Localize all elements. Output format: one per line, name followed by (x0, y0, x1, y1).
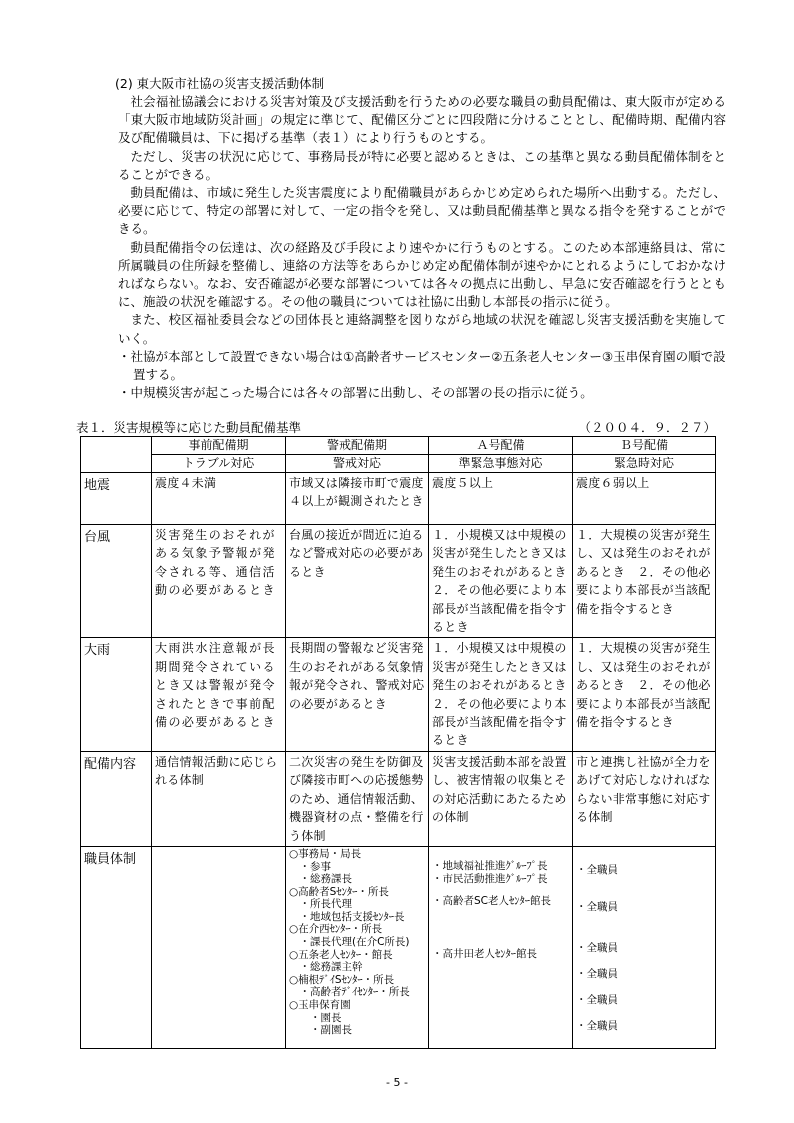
spacer (432, 908, 569, 948)
staff-item: ○事務局・局長 (289, 847, 362, 860)
table-row (81, 525, 716, 638)
table-row (81, 638, 716, 751)
staff-item: ○玉串保育園 (289, 999, 351, 1012)
table-date: （２００４．９．２７） (578, 420, 716, 435)
table-header-row (81, 437, 716, 455)
row-label: 配備内容 (81, 751, 152, 846)
staff-item: ・総務課長 (289, 873, 352, 886)
table-cell: １．大規模の災害が発生し、又は発生のおそれがあるとき ２．その他必要により本部長が当該配備を指令するとき (573, 525, 716, 638)
table-cell: 通信情報活動に応じられる体制 (152, 751, 286, 846)
table-cell: １．小規模又は中規模の災害が発生したとき又は発生のおそれがあるとき ２．その他必要により本部長が当該配備を指令するとき (429, 525, 573, 638)
table-cell: １．小規模又は中規模の災害が発生したとき又は発生のおそれがあるとき ２．その他必要により本部長が当該配備を指令するとき (429, 638, 573, 751)
staff-item: ○在介西ｾﾝﾀｰ・所長 (289, 923, 383, 936)
staff-list-a (432, 848, 569, 960)
paragraph: 社会福祉協議会における災害対策及び支援活動を行うための必要な職員の動員配備は、東大阪市が定める「東大阪市地域防災計画」の規定に準じて、配備区分ごとに四段階に分けることとし、配備時期、配備内容及び配備職員は、下に掲げる基準（表１）により行うものとする。 (118, 94, 726, 146)
staff-item: ○五条老人ｾﾝﾀｰ・館長 (289, 948, 393, 961)
row-label: 台風 (81, 525, 152, 638)
page-number: - 5 - (386, 1076, 408, 1089)
column-subheader: トラブル対応 (152, 455, 286, 473)
paragraph: ただし、災害の状況に応じて、事務局長が特に必要と認めるときは、この基準と異なる動員配備体制をとることができる。 (118, 148, 726, 182)
table-row (81, 846, 716, 1048)
staff-item: ・地域福祉推進ｸﾞﾙｰﾌﾟ長 (432, 859, 548, 872)
table-cell: 災害支援活動本部を設置し、被害情報の収集とその対応活動にあたるための体制 (429, 751, 573, 846)
spacer (432, 885, 569, 895)
row-label: 職員体制 (81, 846, 152, 1048)
staff-item: ・全職員 (576, 900, 618, 913)
staff-item: ・副園長 (289, 1024, 352, 1037)
column-header: Ａ号配備 (429, 437, 573, 455)
row-label: 大雨 (81, 638, 152, 751)
paragraph: また、校区福祉委員会などの団体長と連絡調整を図りながら地域の状況を確認し災害支援活動を実施していく。 (118, 312, 726, 346)
table-row (81, 473, 716, 525)
table-cell: 市域又は隣接市町で震度４以上が観測されたとき (286, 473, 429, 525)
staff-item: ○楠根ﾃﾞｲSｾﾝﾀｰ・所長 (289, 973, 395, 986)
staff-item: ・全職員 (576, 993, 618, 1006)
table-row (81, 751, 716, 846)
corner-cell (81, 437, 152, 473)
deployment-table (80, 436, 716, 1049)
table-cell: 二次災害の発生を防御及び隣接市町への応援態勢のため、通信情報活動、機器資材の点・整備を行う体制 (286, 751, 429, 846)
staff-item: ・参事 (289, 860, 331, 873)
staff-item: ○高齢者Sｾﾝﾀｰ・所長 (289, 885, 389, 898)
staff-item: ・園長 (289, 1011, 342, 1024)
bullet-item: ・社協が本部として設置できない場合は①高齢者サービスセンター②五条老人センター③玉串保育園の順で設置する。 (118, 348, 726, 383)
table-cell: 長期間の警報など災害発生のおそれがある気象情報が発令され、警戒対応の必要があるとき (286, 638, 429, 751)
staff-item: ・高齢者ﾃﾞｲｾﾝﾀｰ・所長 (289, 986, 410, 999)
table-cell: 大雨洪水注意報が長期間発令されているとき又は警報が発令されたときで事前配備の必要があるとき (152, 638, 286, 751)
row-label: 地震 (81, 473, 152, 525)
column-subheader: 緊急時対応 (573, 455, 716, 473)
table-cell: 市と連携し社協が全力をあげて対応しなければならない非常事態に対応する体制 (573, 751, 716, 846)
table-cell: 台風の接近が間近に迫るなど警戒対応の必要があるとき (286, 525, 429, 638)
staff-item: ・高齢者SC老人ｾﾝﾀｰ館長 (432, 895, 551, 908)
body-text (118, 93, 726, 402)
table-cell (429, 846, 573, 1048)
staff-item: ・高井田老人ｾﾝﾀｰ館長 (432, 947, 537, 960)
section-title: (2) 東大阪市社協の災害支援活動体制 (115, 76, 325, 91)
staff-item: ・所長代理 (289, 898, 352, 911)
staff-item: ・総務課主幹 (289, 961, 363, 974)
staff-list-b (576, 848, 712, 1033)
staff-item: ・全職員 (576, 863, 618, 876)
table-cell: １．大規模の災害が発生し、又は発生のおそれがあるとき ２．その他必要により本部長が当該配備を指令するとき (573, 638, 716, 751)
column-header: 警戒配備期 (286, 437, 429, 455)
table-cell (152, 846, 286, 1048)
staff-item: ・全職員 (576, 1019, 618, 1032)
staff-item: ・市民活動推進ｸﾞﾙｰﾌﾟ長 (432, 872, 548, 885)
paragraph: 動員配備指令の伝達は、次の経路及び手段により速やかに行うものとする。このため本部連絡員は、常に所属職員の住所録を整備し、連絡の方法等をあらかじめ定め配備体制が速やかにとれるようにしておかなければならない。なお、安否確認が必要な部署については各々の拠点に出動し、早急に安否確認を行うとともに、施設の状況を確認する。その他の職員については社協に出動し本部長の指示に従う。 (118, 239, 726, 310)
column-subheader: 警戒対応 (286, 455, 429, 473)
table-title: 表１．災害規模等に応じた動員配備基準 (76, 420, 302, 435)
table-cell: 震度５以上 (429, 473, 573, 525)
staff-item: ・課長代理(在介C所長) (289, 936, 410, 949)
column-header: Ｂ号配備 (573, 437, 716, 455)
bullet-item: ・中規模災害が起こった場合には各々の部署に出動し、その部署の長の指示に従う。 (118, 385, 593, 401)
table-subheader-row (81, 455, 716, 473)
table-cell: 震度４未満 (152, 473, 286, 525)
staff-list-warning (289, 848, 425, 1037)
paragraph: 動員配備は、市域に発生した災害震度により配備職員があらかじめ定められた場所へ出動する。ただし、必要に応じて、特定の部署に対して、一定の指令を発し、又は動員配備基準と異なる指令を発することができる。 (118, 185, 726, 237)
staff-item: ・全職員 (576, 967, 618, 980)
table-cell (286, 846, 429, 1048)
column-subheader: 準緊急事態対応 (429, 455, 573, 473)
table-cell (573, 846, 716, 1048)
table-cell: 災害発生のおそれがある気象予警報が発令される等、通信活動の必要があるとき (152, 525, 286, 638)
table-cell: 震度６弱以上 (573, 473, 716, 525)
column-header: 事前配備期 (152, 437, 286, 455)
staff-item: ・地域包括支援ｾﾝﾀｰ長 (289, 910, 405, 923)
table-caption (76, 418, 716, 436)
staff-item: ・全職員 (576, 941, 618, 954)
